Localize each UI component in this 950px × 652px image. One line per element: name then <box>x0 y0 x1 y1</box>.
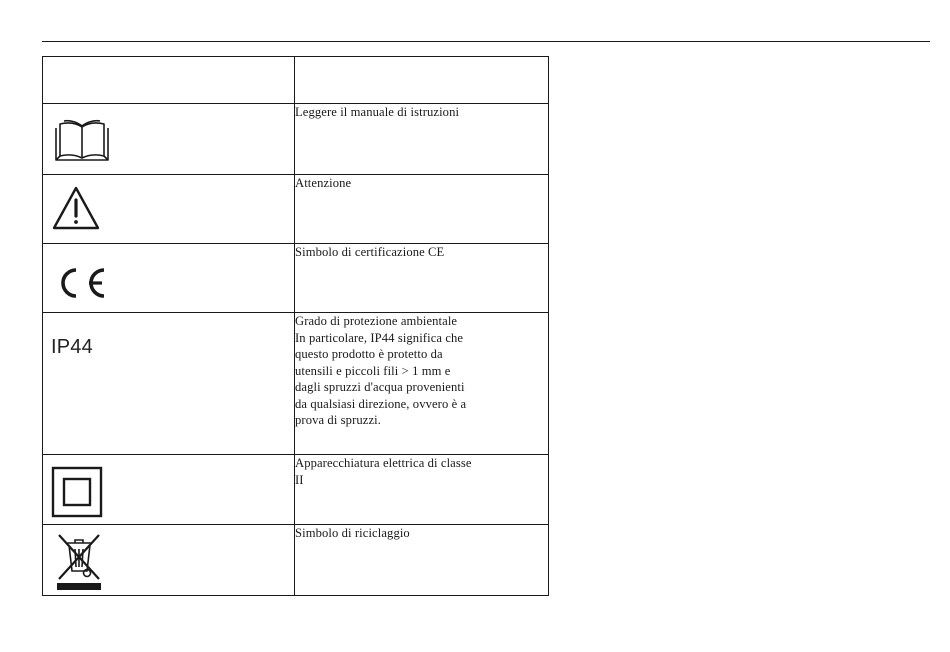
class-ii-double-square-icon <box>51 466 103 518</box>
ce-mark-icon <box>51 266 111 300</box>
header-row <box>43 57 549 104</box>
description-line: In particolare, IP44 significa che <box>295 330 464 345</box>
description-line: Grado di protezione ambientale <box>295 314 458 328</box>
description-line: da qualsiasi direzione, ovvero è a <box>295 396 467 411</box>
description-cell <box>295 104 549 175</box>
symbol-cell <box>43 104 295 175</box>
description-line: Simbolo di riciclaggio <box>295 526 410 540</box>
weee-crossed-bin-icon <box>53 531 105 593</box>
symbol-cell <box>43 313 295 455</box>
header-description-cell <box>295 57 549 104</box>
header-symbol-cell <box>43 57 295 104</box>
symbol-cell <box>43 455 295 525</box>
symbol-cell <box>43 525 295 596</box>
description-line: dagli spruzzi d'acqua provenienti <box>295 380 465 394</box>
table-row <box>43 244 549 313</box>
description-cell <box>295 244 549 313</box>
table-row <box>43 455 549 525</box>
description-line: II <box>295 472 304 487</box>
description-cell <box>295 175 549 244</box>
description-line: prova di spruzzi. <box>295 413 381 427</box>
symbols-table <box>42 56 549 596</box>
description-cell <box>295 525 549 596</box>
table-row <box>43 313 549 455</box>
table-row <box>43 525 549 596</box>
description-line: Leggere il manuale di istruzioni <box>295 105 460 119</box>
warning-triangle-icon <box>51 185 101 231</box>
ip44-label: IP44 <box>51 336 93 358</box>
description-cell <box>295 455 549 525</box>
description-line: Attenzione <box>295 176 352 190</box>
top-rule <box>42 41 930 42</box>
manual-book-icon <box>52 118 112 162</box>
description-line: Apparecchiatura elettrica di classe <box>295 456 472 470</box>
description-cell <box>295 313 549 455</box>
description-line: Simbolo di certificazione CE <box>295 245 445 259</box>
symbol-cell <box>43 175 295 244</box>
description-line: questo prodotto è protetto da <box>295 347 443 361</box>
symbol-cell <box>43 244 295 313</box>
table-row <box>43 175 549 244</box>
description-line: utensili e piccoli fili > 1 mm e <box>295 363 451 378</box>
table-row <box>43 104 549 175</box>
